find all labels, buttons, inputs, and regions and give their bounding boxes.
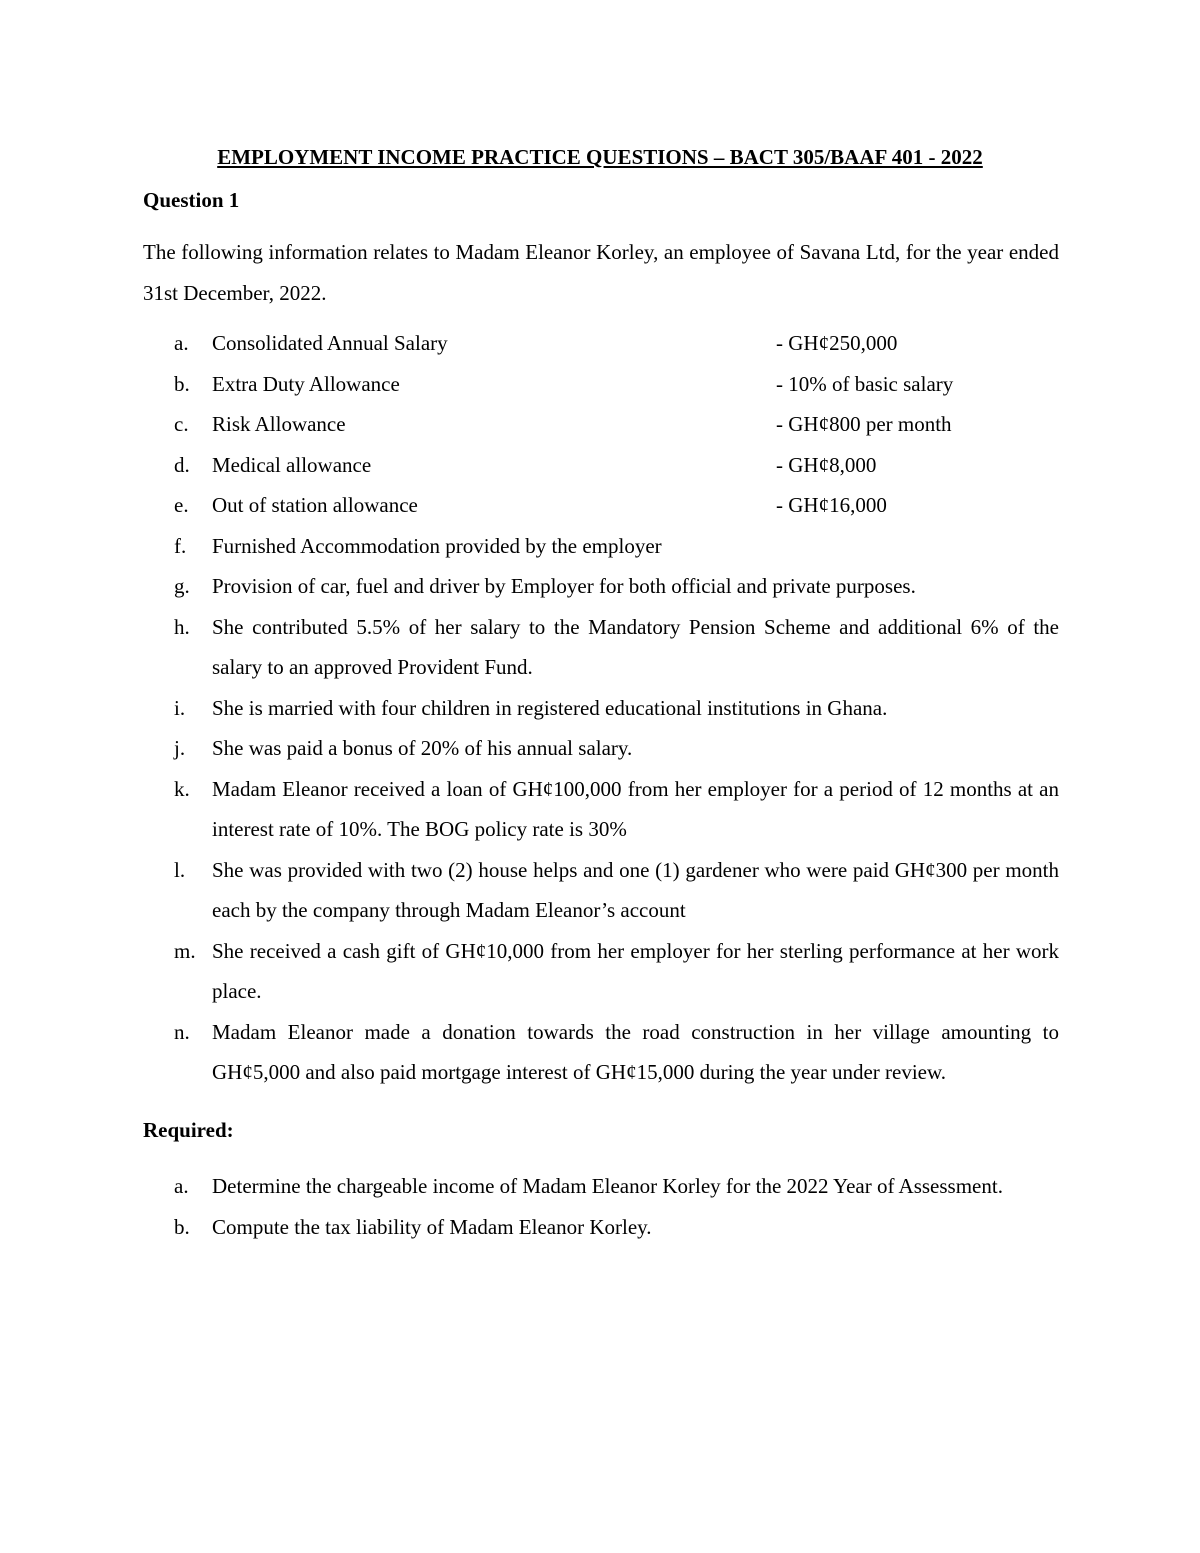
item-text: She was paid a bonus of 20% of his annual salary. xyxy=(212,736,633,760)
list-item xyxy=(0,445,1200,486)
item-text: Furnished Accommodation provided by the employer xyxy=(212,533,662,558)
item-value: - GH¢8,000 xyxy=(776,452,877,477)
required-items-list xyxy=(0,1166,1200,1247)
document-title: EMPLOYMENT INCOME PRACTICE QUESTIONS – BACT 305/BAAF 401 - 2022 xyxy=(217,145,983,169)
list-item xyxy=(0,404,1200,445)
item-marker: n. xyxy=(174,1019,190,1044)
item-marker: m. xyxy=(174,938,196,963)
item-text: She received a cash gift of GH¢10,000 from her employer for her sterling performance at her work place. xyxy=(212,938,1059,1003)
list-item xyxy=(0,526,1200,567)
item-marker: a. xyxy=(174,1174,189,1198)
item-value: - 10% of basic salary xyxy=(776,371,954,396)
item-text: She was provided with two (2) house helps and one (1) gardener who were paid GH¢300 per month each by the company through Madam Eleanor’s account xyxy=(212,857,1059,922)
item-text: Compute the tax liability of Madam Eleanor Korley. xyxy=(212,1214,652,1239)
item-value: - GH¢800 per month xyxy=(776,412,952,436)
item-text: Risk Allowance xyxy=(212,412,346,436)
item-text: Madam Eleanor received a loan of GH¢100,000 from her employer for a period of 12 months at an interest rate of 10%. The BOG policy rate is 30% xyxy=(212,776,1059,841)
item-text: She is married with four children in registered educational institutions in Ghana. xyxy=(212,695,888,720)
item-marker: c. xyxy=(174,412,189,436)
item-marker: j. xyxy=(174,736,186,760)
list-item xyxy=(0,607,1200,688)
item-marker: k. xyxy=(174,776,190,801)
list-item xyxy=(0,931,1200,1012)
item-text: Provision of car, fuel and driver by Employer for both official and private purposes. xyxy=(212,574,916,598)
item-text: Madam Eleanor made a donation towards the road construction in her village amounting to GH¢5,000 and also paid mortgage interest of GH¢15,000 during the year under review. xyxy=(212,1019,1059,1084)
question-heading: Question 1 xyxy=(143,188,240,212)
list-item xyxy=(0,850,1200,931)
item-text: Out of station allowance xyxy=(212,493,418,517)
item-marker: e. xyxy=(174,493,189,517)
item-text: Extra Duty Allowance xyxy=(212,371,400,396)
item-marker: a. xyxy=(174,331,189,355)
list-item xyxy=(0,728,1200,769)
item-text: Medical allowance xyxy=(212,452,372,477)
list-item xyxy=(0,485,1200,526)
list-item xyxy=(0,769,1200,850)
item-value: - GH¢250,000 xyxy=(776,331,898,355)
list-item xyxy=(0,323,1200,364)
item-value: - GH¢16,000 xyxy=(776,493,887,517)
item-text: Consolidated Annual Salary xyxy=(212,331,448,355)
item-marker: d. xyxy=(174,452,190,477)
item-marker: b. xyxy=(174,371,190,396)
list-item xyxy=(0,566,1200,607)
item-text: Determine the chargeable income of Madam Eleanor Korley for the 2022 Year of Assessment. xyxy=(212,1174,1003,1198)
question-items-list xyxy=(0,323,1200,1093)
list-item xyxy=(0,1166,1200,1207)
list-item xyxy=(0,1207,1200,1248)
item-marker: b. xyxy=(174,1214,190,1239)
item-marker: h. xyxy=(174,614,190,639)
list-item xyxy=(0,1012,1200,1093)
item-text: She contributed 5.5% of her salary to the Mandatory Pension Scheme and additional 6% of the salary to an approved Provident Fund. xyxy=(212,614,1059,679)
item-marker: g. xyxy=(174,574,190,598)
required-heading: Required: xyxy=(143,1118,234,1142)
list-item xyxy=(0,364,1200,405)
item-marker: f. xyxy=(174,533,187,558)
item-marker: i. xyxy=(174,695,186,720)
list-item xyxy=(0,688,1200,729)
question-intro: The following information relates to Madam Eleanor Korley, an employee of Savana Ltd, for the year ended 31st December, 2022. xyxy=(143,240,1059,305)
item-marker: l. xyxy=(174,857,186,882)
